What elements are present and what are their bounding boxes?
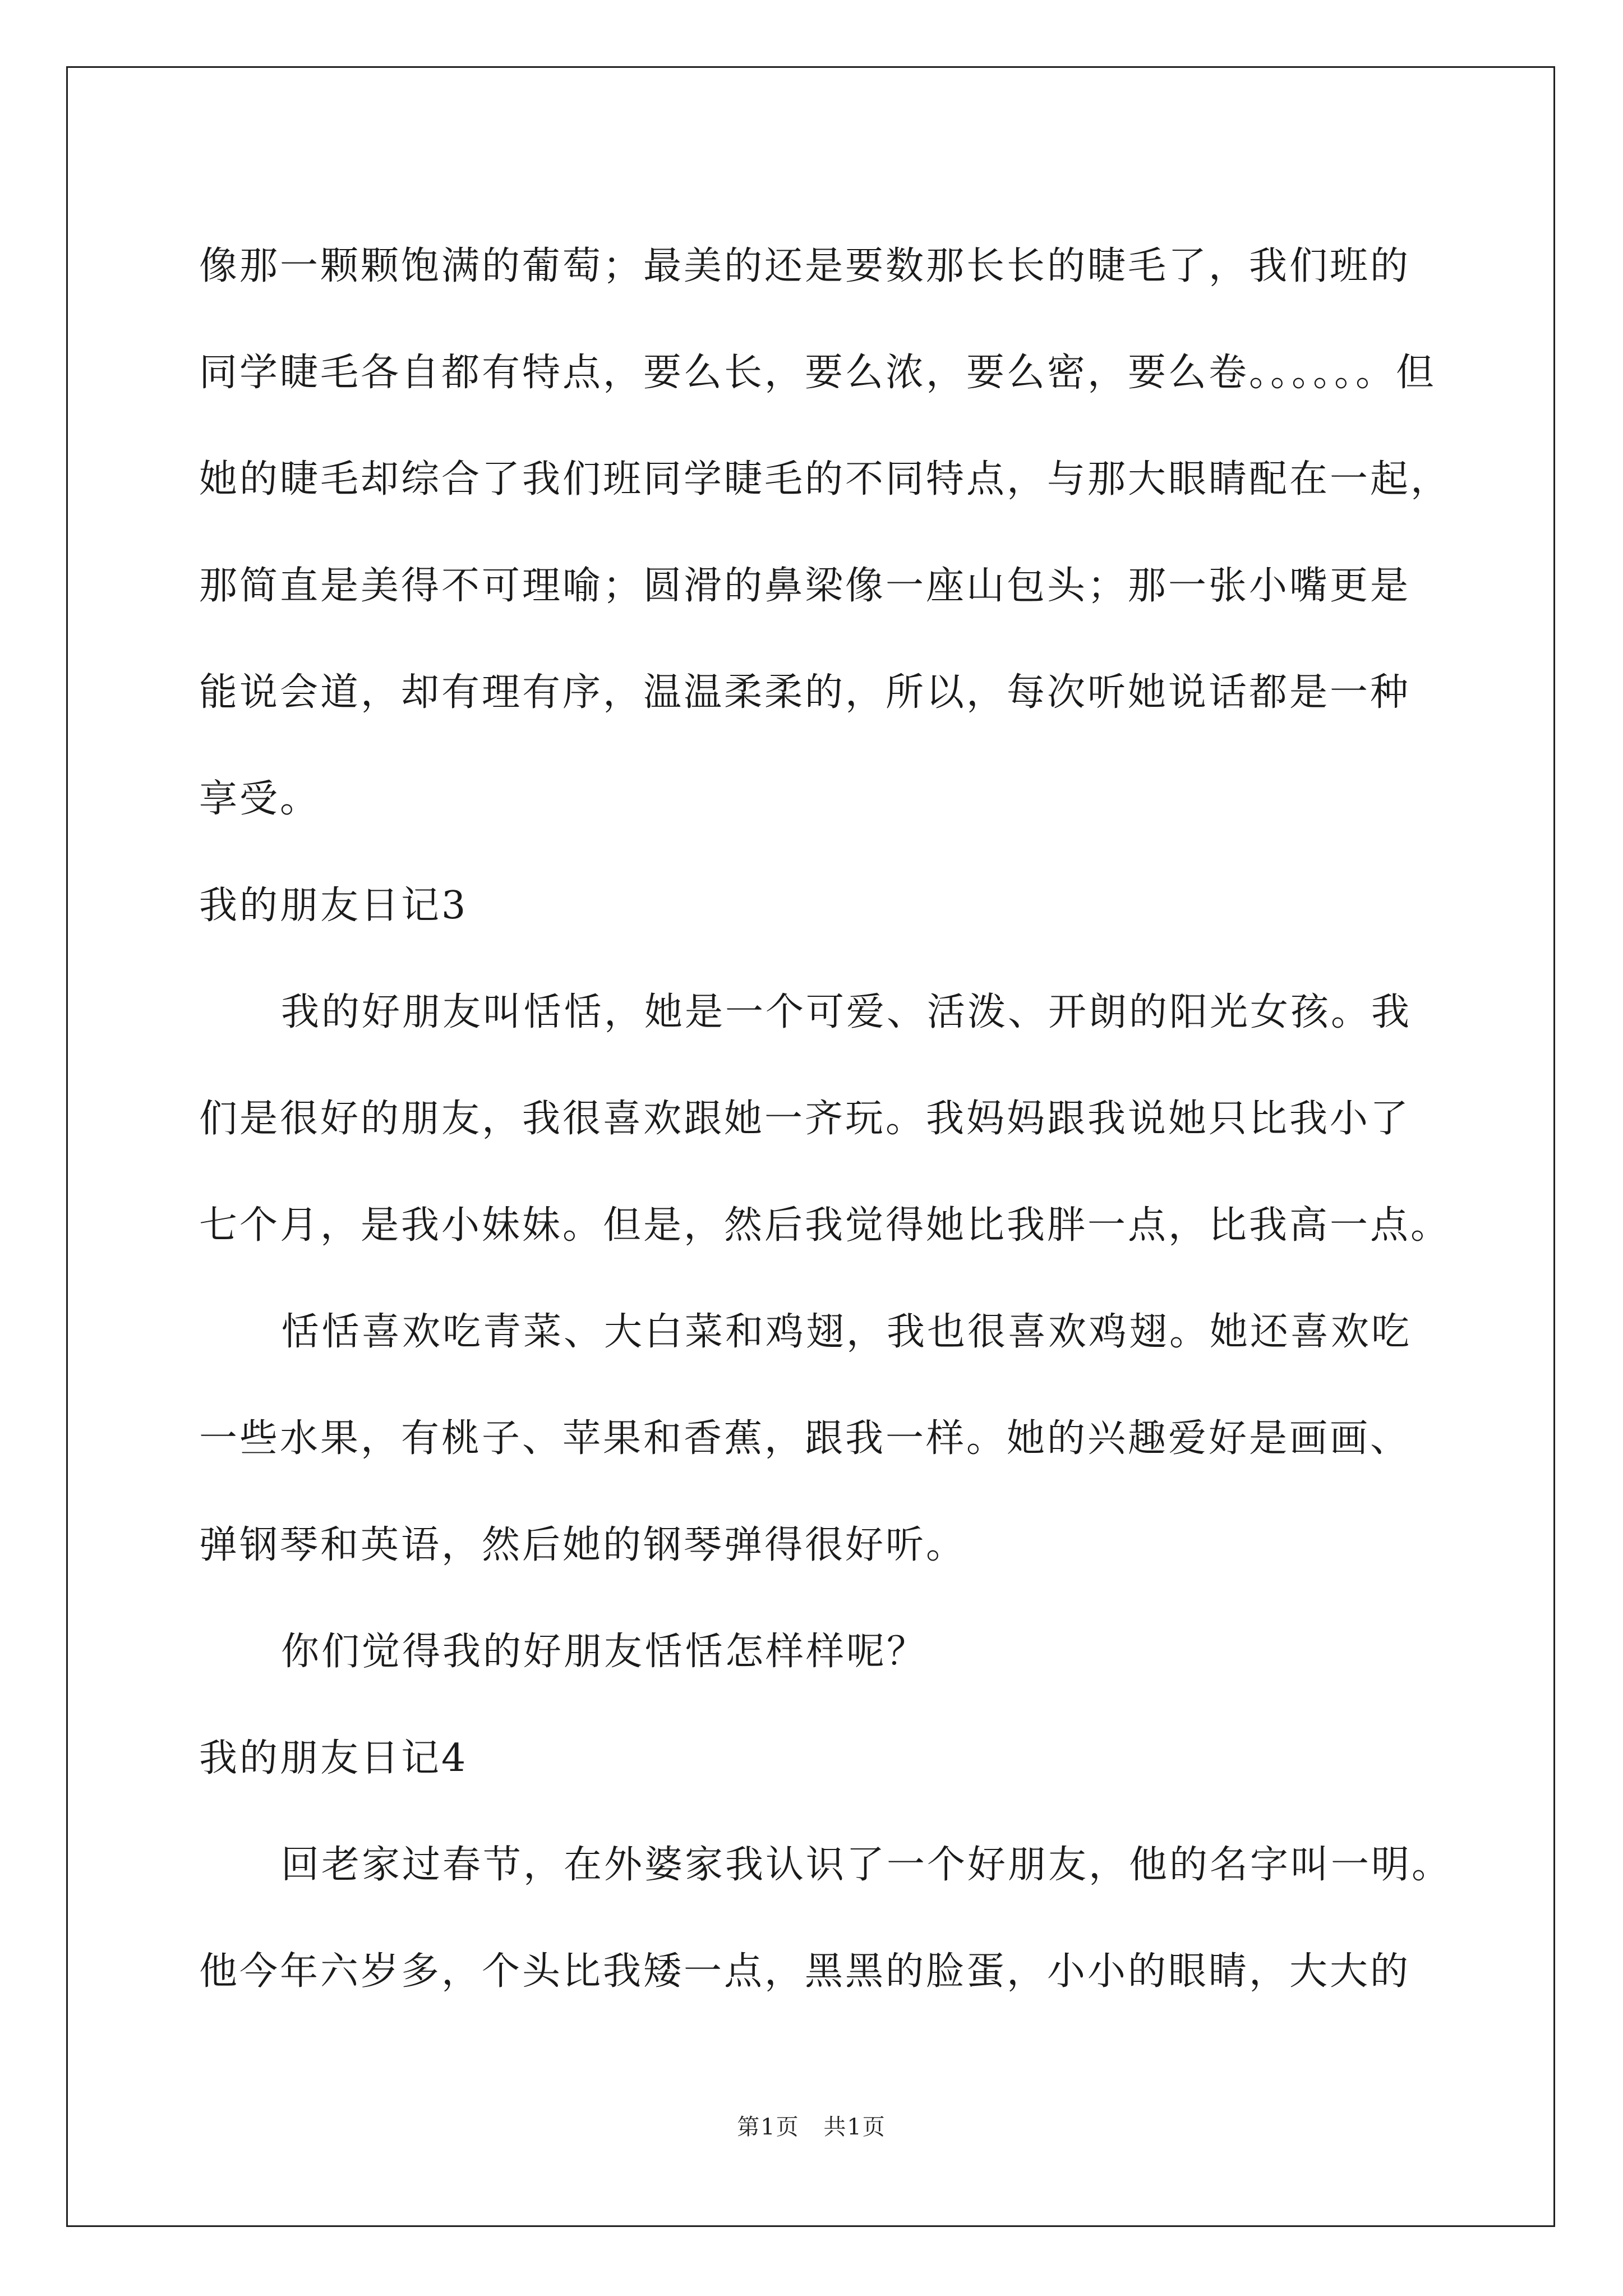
- body-line: 他今年六岁多，个头比我矮一点，黑黑的脸蛋，小小的眼睛，大大的: [199, 1949, 1411, 1994]
- body-line: 弹钢琴和英语，然后她的钢琴弹得很好听。: [199, 1523, 967, 1567]
- body-line: 七个月，是我小妹妹。但是，然后我觉得她比我胖一点，比我高一点。: [199, 1203, 1451, 1248]
- body-line: 们是很好的朋友，我很喜欢跟她一齐玩。我妈妈跟我说她只比我小了: [199, 1097, 1411, 1141]
- page-number: 第1页: [737, 2114, 800, 2140]
- body-line: 享受。: [199, 777, 321, 821]
- page-footer: [0, 2109, 1623, 2141]
- body-line: 你们觉得我的好朋友恬恬怎样样呢？: [281, 1630, 928, 1674]
- body-line: 那简直是美得不可理喻；圆滑的鼻梁像一座山包头；那一张小嘴更是: [199, 564, 1411, 608]
- section-heading: 我的朋友日记4: [199, 1736, 468, 1780]
- body-line: 我的好朋友叫恬恬，她是一个可爱、活泼、开朗的阳光女孩。我: [281, 990, 1412, 1034]
- page-total: 共1页: [823, 2114, 886, 2140]
- body-line: 恬恬喜欢吃青菜、大白菜和鸡翅，我也很喜欢鸡翅。她还喜欢吃: [281, 1310, 1412, 1354]
- document-body: [199, 213, 1455, 2025]
- body-line: 同学睫毛各自都有特点，要么长，要么浓，要么密，要么卷。。。。。。但: [199, 351, 1437, 395]
- section-heading: 我的朋友日记3: [199, 884, 468, 928]
- body-line: 能说会道，却有理有序，温温柔柔的，所以，每次听她说话都是一种: [199, 670, 1411, 715]
- body-line: 回老家过春节，在外婆家我认识了一个好朋友，他的名字叫一明。: [281, 1843, 1453, 1887]
- body-line: 一些水果，有桃子、苹果和香蕉，跟我一样。她的兴趣爱好是画画、: [199, 1416, 1411, 1461]
- body-line: 像那一颗颗饱满的葡萄；最美的还是要数那长长的睫毛了，我们班的: [199, 244, 1411, 288]
- body-line: 她的睫毛却综合了我们班同学睫毛的不同特点，与那大眼睛配在一起，: [199, 457, 1451, 501]
